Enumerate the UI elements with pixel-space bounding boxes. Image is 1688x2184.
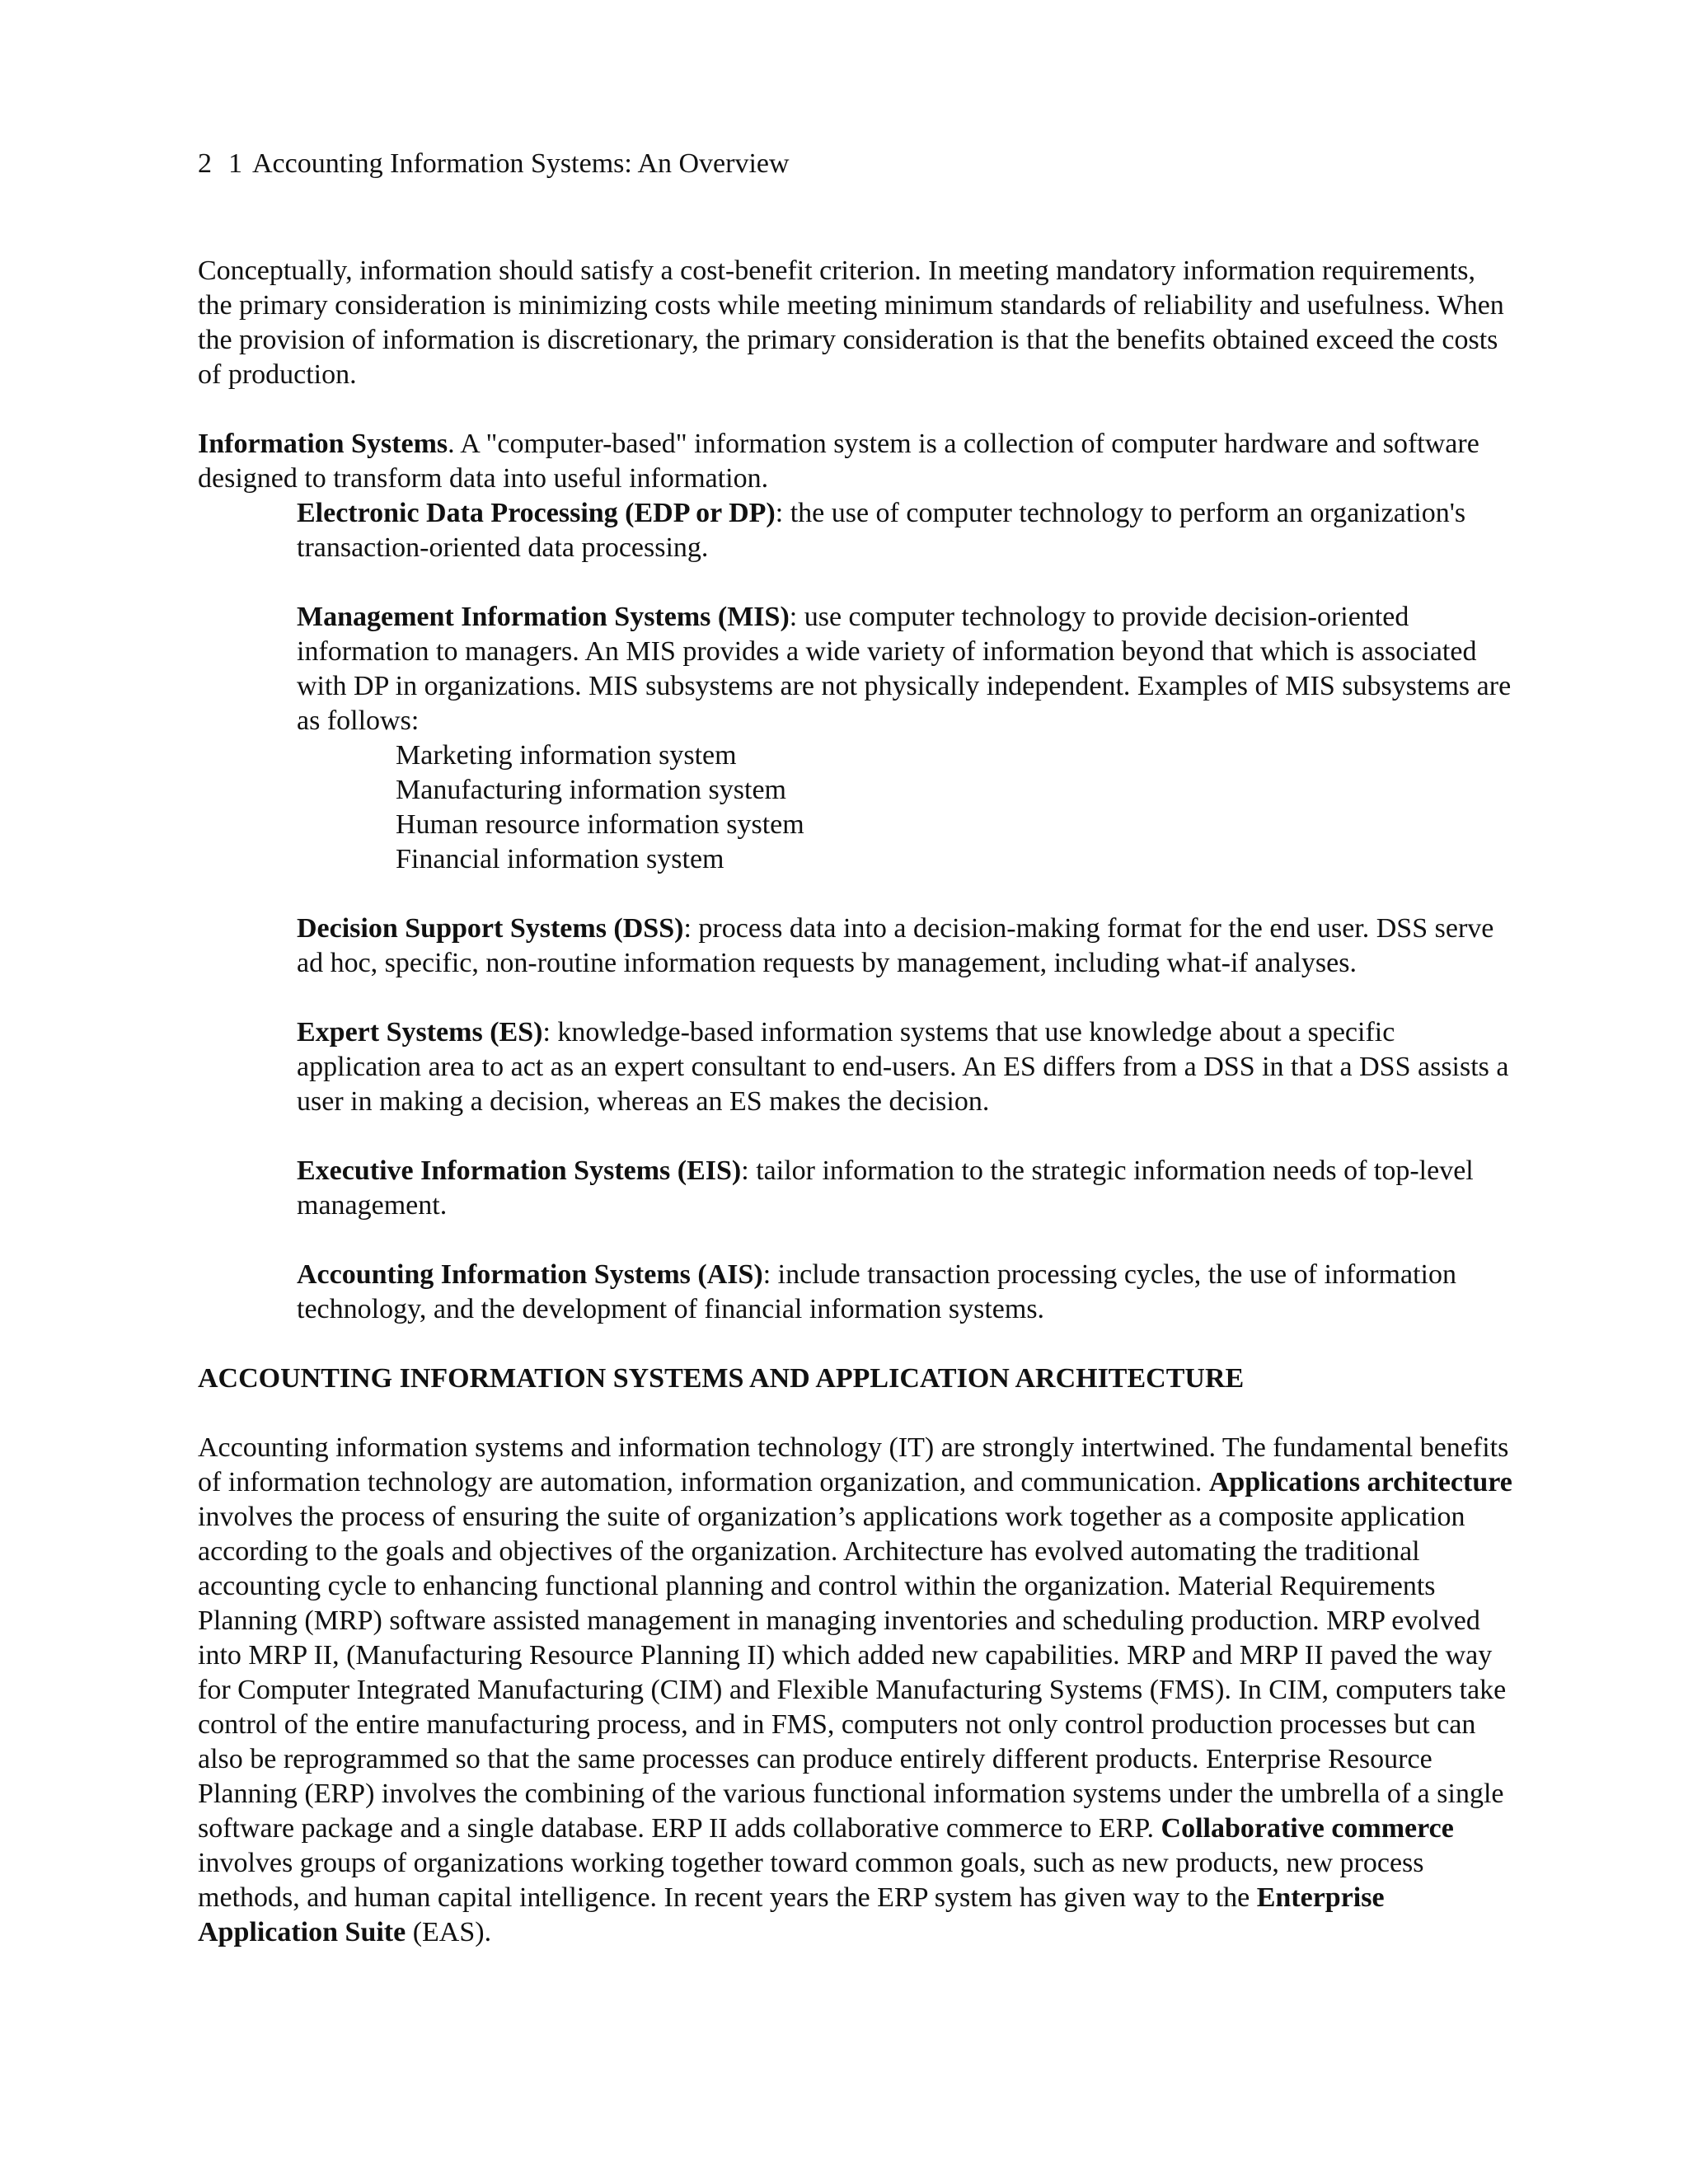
list-item: Manufacturing information system	[396, 775, 787, 805]
applications-architecture-term: Applications architecture	[1208, 1467, 1512, 1497]
running-header	[198, 147, 1517, 181]
architecture-text-4: (EAS).	[406, 1917, 492, 1947]
chapter-title: Accounting Information Systems: An Overview	[252, 148, 790, 179]
ais-term: Accounting Information Systems (AIS)	[297, 1259, 763, 1290]
eis-term: Executive Information Systems (EIS)	[297, 1155, 742, 1186]
intro-paragraph: Conceptually, information should satisfy a cost-benefit criterion. In meeting mandatory information requirements, the primary consideration is minimizing costs while meeting minimum standards of reliability and usefulness. When the provision of information is discretionary, the primary consideration is that the benefits obtained exceed the costs of production.	[198, 255, 1504, 390]
mis-paragraph	[297, 600, 1517, 738]
edp-paragraph	[297, 496, 1517, 565]
dss-paragraph	[297, 912, 1517, 981]
mis-text: : use computer technology to provide decision-oriented information to managers. An MIS provides a wide variety of information beyond that which is associated with DP in organizations. MIS subsystems are not physically independent. Examples of MIS subsystems are as follows:	[297, 602, 1512, 736]
dss-term: Decision Support Systems (DSS)	[297, 913, 684, 944]
architecture-text-2: involves the process of ensuring the suite of organization’s applications work together as a composite application according to the goals and objectives of the organization. Architecture has evolved automating the traditional accounting cycle to enhancing functional planning and control within the organization. Material Requirements Planning (MRP) software assisted management in managing inventories and scheduling production. MRP evolved into MRP II, (Manufacturing Resource Planning II) which added new capabilities. MRP and MRP II paved the way for Computer Integrated Manufacturing (CIM) and Flexible Manufacturing Systems (FMS). In CIM, computers take control of the entire manufacturing process, and in FMS, computers not only control production processes but can also be reprogrammed so that the same processes can produce entirely different products. Enterprise Resource Planning (ERP) involves the combining of the various functional information systems under the umbrella of a single software package and a single database. ERP II adds collaborative commerce to ERP.	[198, 1502, 1507, 1844]
page-number: 2	[198, 148, 212, 179]
architecture-text-1: Accounting information systems and information technology (IT) are strongly intertwined. The fundamental benefits of information technology are automation, information organization, and communication.	[198, 1432, 1509, 1497]
architecture-text-3: involves groups of organizations working together toward common goals, such as new products, new process methods, and human capital intelligence. In recent years the ERP system has given way to the	[198, 1848, 1424, 1913]
ais-paragraph	[297, 1258, 1517, 1327]
ais-text: : include transaction processing cycles, the use of information technology, and the development of financial information systems.	[297, 1259, 1456, 1324]
eis-paragraph	[297, 1154, 1517, 1223]
list-item: Marketing information system	[396, 740, 737, 771]
collaborative-commerce-term: Collaborative commerce	[1160, 1813, 1454, 1844]
mis-term: Management Information Systems (MIS)	[297, 602, 790, 632]
architecture-paragraph	[198, 1431, 1517, 1950]
document-page	[198, 147, 1517, 1950]
chapter-number: 1	[228, 148, 242, 179]
es-term: Expert Systems (ES)	[297, 1017, 543, 1047]
es-paragraph	[297, 1015, 1517, 1119]
list-item: Financial information system	[396, 844, 724, 874]
list-item: Human resource information system	[396, 809, 804, 840]
eis-text: : tailor information to the strategic information needs of top-level management.	[297, 1155, 1474, 1221]
es-text: : knowledge-based information systems that use knowledge about a specific application area to act as an expert consultant to end-users. An ES differs from a DSS in that a DSS assists a user in making a decision, whereas an ES makes the decision.	[297, 1017, 1509, 1117]
section-heading: ACCOUNTING INFORMATION SYSTEMS AND APPLICATION ARCHITECTURE	[198, 1363, 1245, 1394]
mis-subsystem-list	[198, 738, 1517, 877]
information-systems-text: . A "computer-based" information system is a collection of computer hardware and software designed to transform data into useful information.	[198, 429, 1479, 494]
information-systems-paragraph	[198, 427, 1517, 496]
information-systems-term: Information Systems	[198, 429, 448, 459]
dss-text: : process data into a decision-making format for the end user. DSS serve ad hoc, specific, non-routine information requests by management, including what-if analyses.	[297, 913, 1494, 978]
edp-text: : the use of computer technology to perform an organization's transaction-oriented data processing.	[297, 498, 1466, 563]
enterprise-application-suite-term: Enterprise Application Suite	[198, 1882, 1385, 1947]
edp-term: Electronic Data Processing (EDP or DP)	[297, 498, 776, 528]
